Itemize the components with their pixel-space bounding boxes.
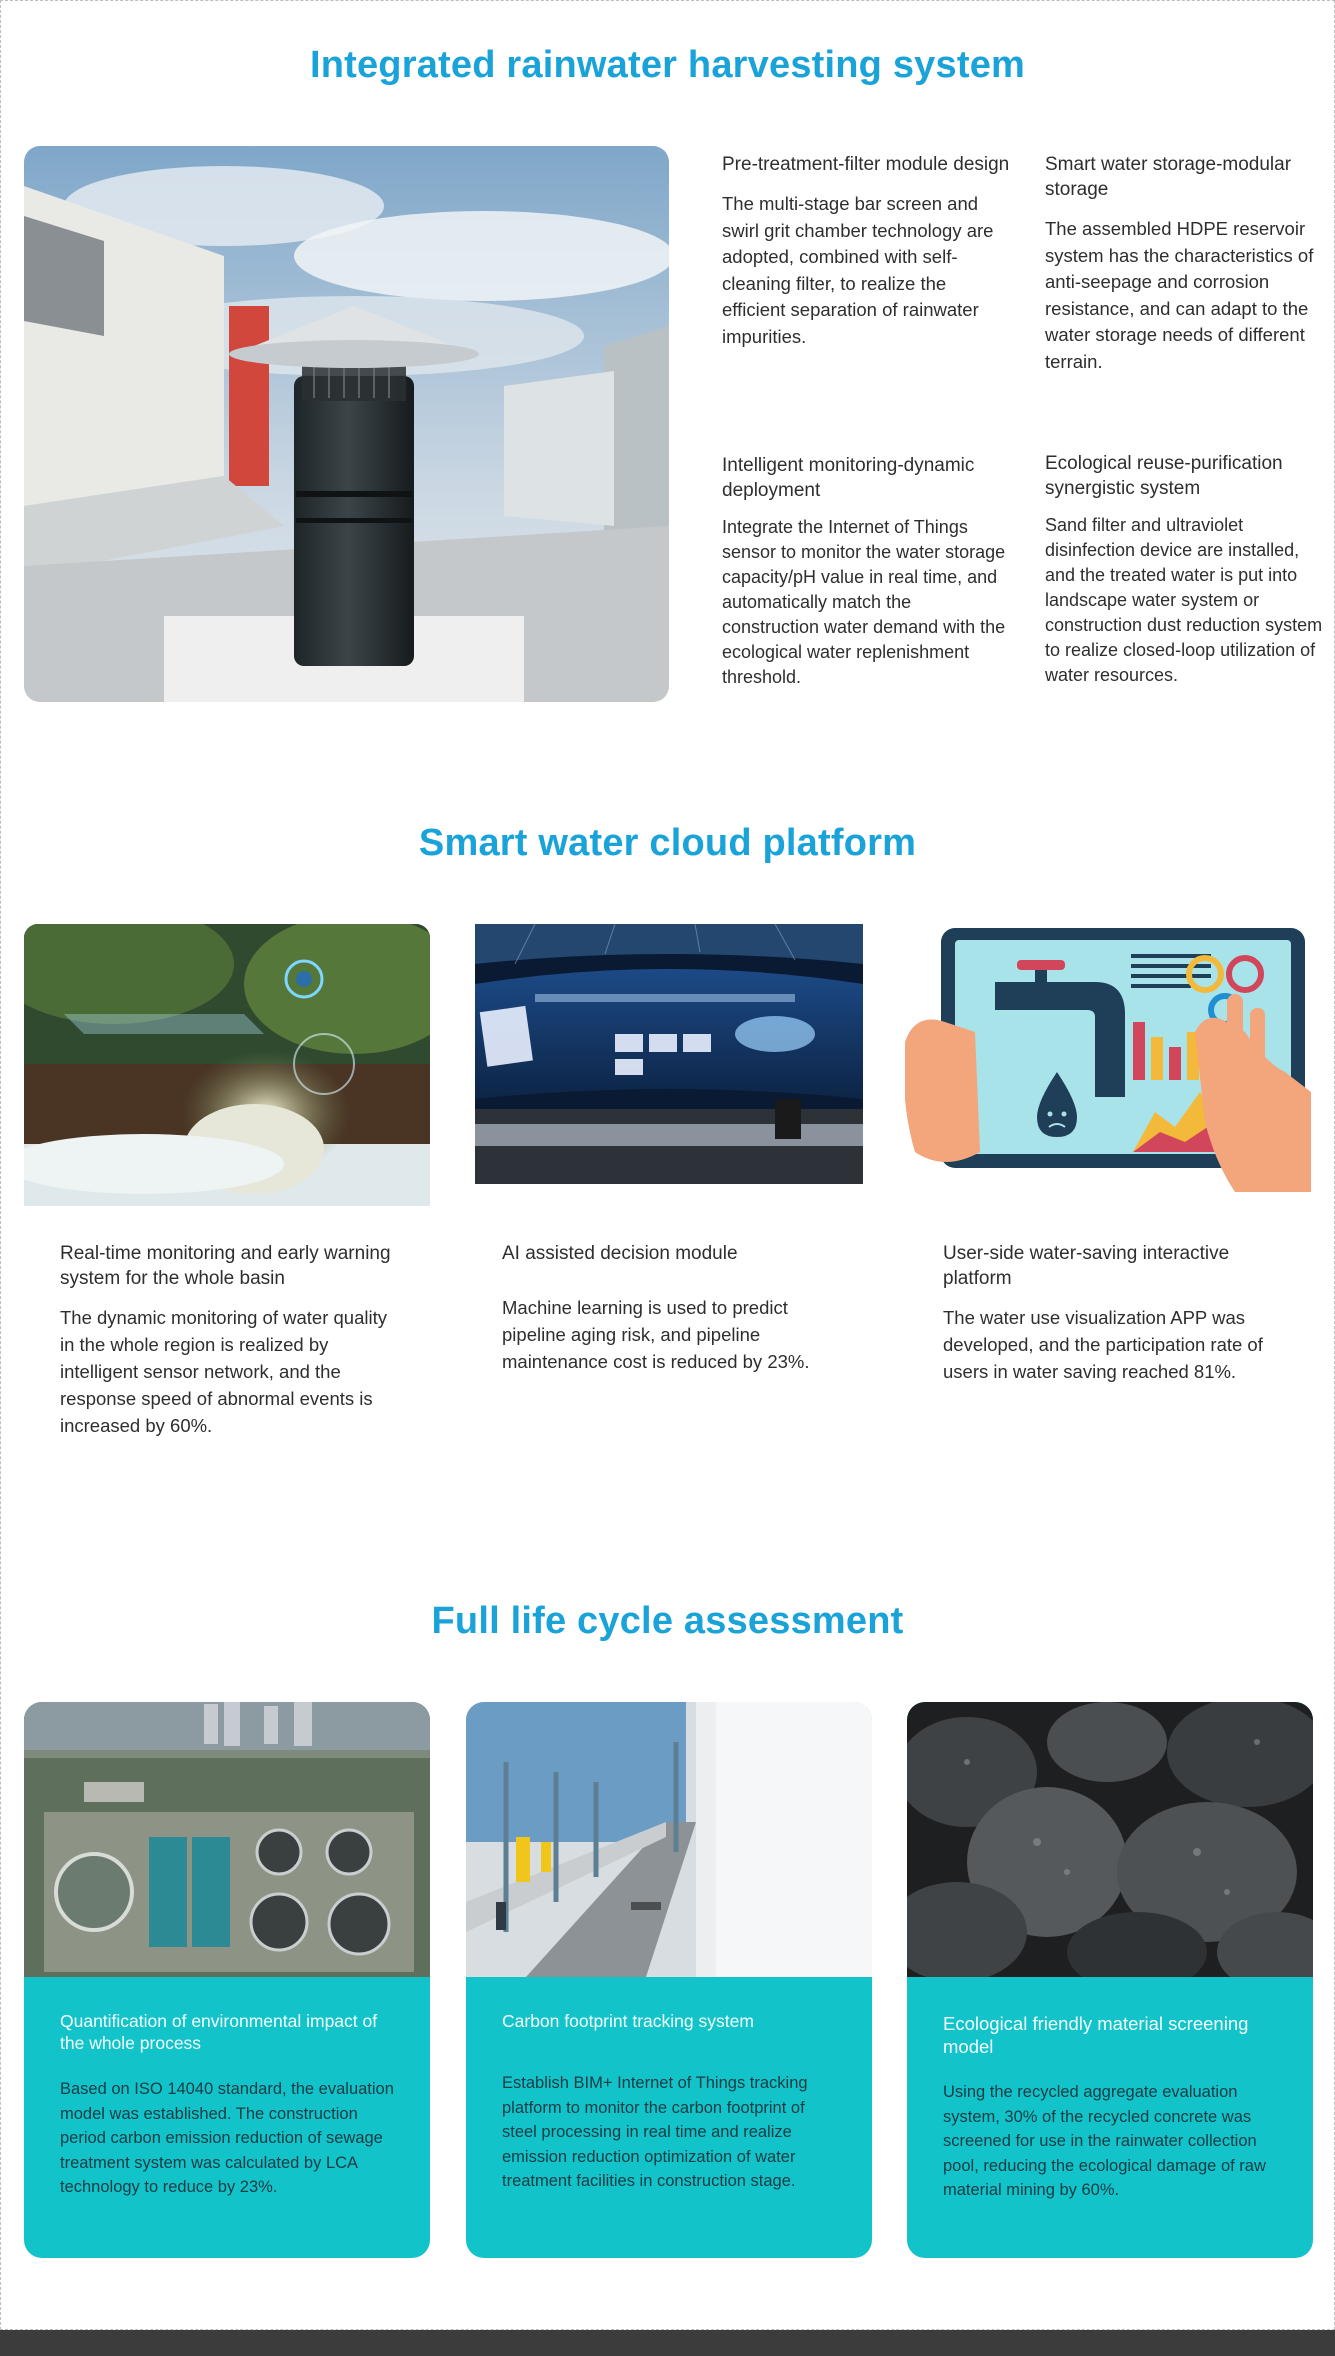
cloud-item-basin-warning (60, 1241, 400, 1439)
footer-bar (0, 2330, 1335, 2356)
feature-title: Smart water storage-modular storage (1045, 154, 1292, 200)
cloud-item-desc: The dynamic monitoring of water quality in the whole region is realized by intelligent sensor network, and the response speed of abnormal events is increased by 60%. (60, 1307, 387, 1436)
lca-card-title: Carbon footprint tracking system (502, 2011, 754, 2031)
tablet-app-illustration (905, 922, 1311, 1192)
lca-card-desc: Based on ISO 14040 standard, the evaluation model was established. The construction period carbon emission reduction of sewage treatment system was calculated by LCA technology to reduce by 23%. (60, 2080, 394, 2196)
lca-card-title: Ecological friendly material screening model (943, 2013, 1249, 2057)
feature-desc: Integrate the Internet of Things sensor to monitor the water storage capacity/pH value in real time, and automatically match the construction water demand with the ecological water replenishment threshold. (722, 517, 1006, 687)
lca-card-carbon-footprint (466, 1702, 872, 2258)
cloud-item-desc: The water use visualization APP was developed, and the participation rate of users in water saving reached 81%. (943, 1307, 1263, 1382)
cloud-item-title: User-side water-saving interactive platform (943, 1243, 1230, 1289)
feature-desc: The multi-stage bar screen and swirl grit chamber technology are adopted, combined with self-cleaning filter, to realize the efficient separation of rainwater impurities. (722, 193, 994, 347)
lca-card-body (943, 2010, 1283, 2203)
control-room-photo (475, 924, 863, 1184)
cloud-item-desc: Machine learning is used to predict pipeline aging risk, and pipeline maintenance cost is reduced by 23%. (502, 1297, 810, 1372)
feature-desc: Sand filter and ultraviolet disinfection device are installed, and the treated water is put into landscape water system or construction dust reduction system to realize closed-loop utilization of water resources. (1045, 515, 1323, 685)
feature-title: Ecological reuse-purification synergistic system (1045, 453, 1283, 499)
lca-card-desc: Establish BIM+ Internet of Things tracking platform to monitor the carbon footprint of steel processing in real time and realize emission reduction optimization of water treatment facilities in construction stage. (502, 2074, 808, 2190)
basin-monitoring-photo (24, 924, 430, 1206)
cloud-item-water-saving (943, 1241, 1293, 1385)
feature-title: Pre-treatment-filter module design (722, 154, 1010, 175)
lca-card-body (502, 2010, 842, 2194)
cloud-item-title: Real-time monitoring and early warning system for the whole basin (60, 1243, 391, 1289)
lca-card-environmental-impact (24, 1702, 430, 2258)
feature-ecological-reuse (1045, 451, 1333, 688)
lca-card-material-screening (907, 1702, 1313, 2258)
recycled-aggregate-photo (907, 1702, 1313, 1977)
sewage-plant-aerial-photo (24, 1702, 430, 1977)
cloud-item-title: AI assisted decision module (502, 1243, 738, 1264)
feature-water-storage (1045, 152, 1327, 375)
feature-desc: The assembled HDPE reservoir system has the characteristics of anti-seepage and corrosion resistance, and can adapt to the water storage needs of different terrain. (1045, 218, 1314, 372)
cloud-item-ai-decision (502, 1241, 842, 1375)
feature-pretreatment (722, 152, 1012, 350)
feature-title: Intelligent monitoring-dynamic deployment (722, 455, 975, 501)
section-title-rainwater: Integrated rainwater harvesting system (309, 44, 1026, 86)
lca-card-title: Quantification of environmental impact of the whole process (60, 2011, 378, 2053)
feature-monitoring (722, 453, 1012, 690)
rooftop-vent-photo (24, 146, 669, 702)
lca-card-body (60, 2010, 400, 2200)
lca-card-desc: Using the recycled aggregate evaluation system, 30% of the recycled concrete was screened for use in the rainwater collection pool, reducing the ecological damage of raw material mining by 60%. (943, 2083, 1266, 2199)
section-title-lca: Full life cycle assessment (431, 1600, 904, 1642)
rooftop-walkway-photo (466, 1702, 872, 1977)
section-title-cloud: Smart water cloud platform (418, 822, 917, 864)
